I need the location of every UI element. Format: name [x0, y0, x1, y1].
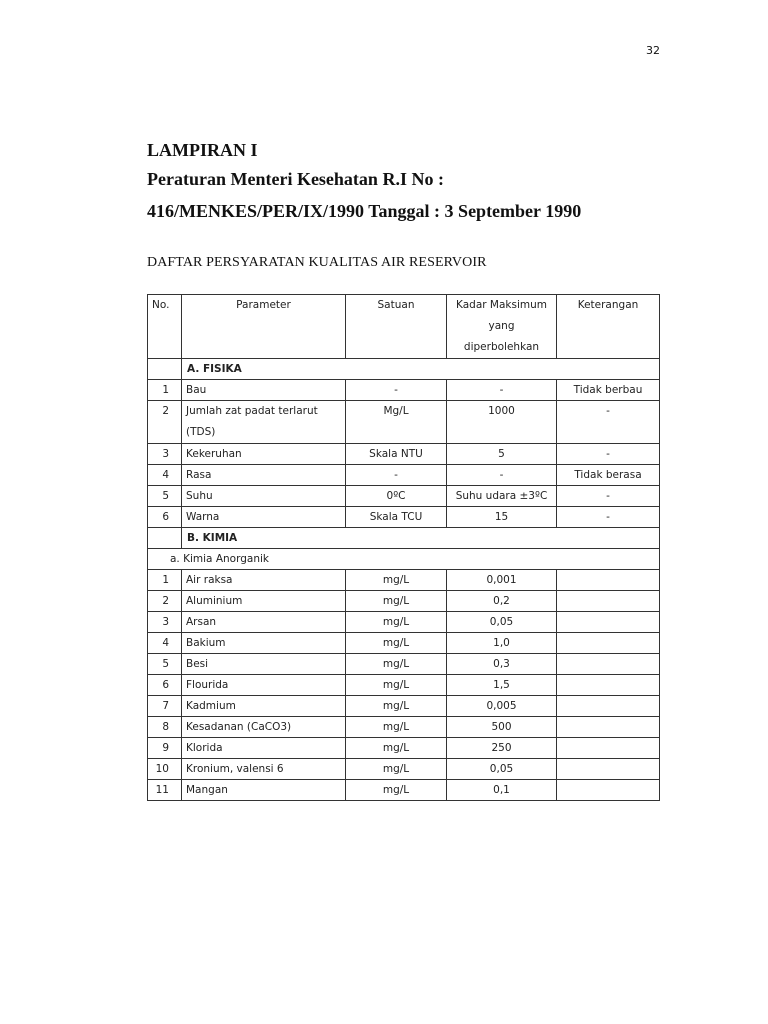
- row-keterangan: [557, 696, 660, 717]
- row-keterangan: -: [557, 401, 660, 444]
- subsection-anorganik-title: a. Kimia Anorganik: [148, 549, 660, 570]
- row-kadar: 250: [447, 738, 557, 759]
- row-parameter: Arsan: [182, 612, 346, 633]
- row-satuan: mg/L: [346, 738, 447, 759]
- table-row: [148, 696, 660, 717]
- row-parameter: Mangan: [182, 780, 346, 801]
- row-keterangan: -: [557, 507, 660, 528]
- row-satuan: mg/L: [346, 654, 447, 675]
- table-row: [148, 570, 660, 591]
- row-number: 8: [148, 717, 182, 738]
- row-parameter: Bakium: [182, 633, 346, 654]
- row-satuan: mg/L: [346, 633, 447, 654]
- subsection-anorganik-row: [148, 549, 660, 570]
- row-number: 7: [148, 696, 182, 717]
- row-number: 4: [148, 465, 182, 486]
- row-satuan: -: [346, 465, 447, 486]
- table-row: [148, 465, 660, 486]
- row-kadar: 0,2: [447, 591, 557, 612]
- row-keterangan: Tidak berasa: [557, 465, 660, 486]
- row-number: 1: [148, 570, 182, 591]
- row-keterangan: Tidak berbau: [557, 380, 660, 401]
- row-number: 10: [148, 759, 182, 780]
- row-number: 9: [148, 738, 182, 759]
- section-fisika-title: A. FISIKA: [182, 359, 660, 380]
- table-row: [148, 759, 660, 780]
- row-parameter: Flourida: [182, 675, 346, 696]
- row-keterangan: [557, 675, 660, 696]
- row-kadar: 5: [447, 444, 557, 465]
- header-keterangan: Keterangan: [557, 295, 660, 359]
- row-parameter: Kesadanan (CaCO3): [182, 717, 346, 738]
- row-keterangan: [557, 780, 660, 801]
- section-kimia-title: B. KIMIA: [182, 528, 660, 549]
- table-row: [148, 738, 660, 759]
- row-number: 3: [148, 444, 182, 465]
- row-satuan: -: [346, 380, 447, 401]
- row-number: 1: [148, 380, 182, 401]
- row-keterangan: [557, 717, 660, 738]
- row-satuan: mg/L: [346, 675, 447, 696]
- row-kadar: 1,0: [447, 633, 557, 654]
- row-number: 5: [148, 654, 182, 675]
- row-keterangan: [557, 759, 660, 780]
- row-parameter: Warna: [182, 507, 346, 528]
- table-row: [148, 486, 660, 507]
- page-number: 32: [646, 44, 660, 57]
- row-kadar: -: [447, 465, 557, 486]
- row-parameter: Besi: [182, 654, 346, 675]
- section-kimia-row: [148, 528, 660, 549]
- section-fisika-row: [148, 359, 660, 380]
- row-number: 2: [148, 591, 182, 612]
- document-heading: [147, 136, 667, 226]
- row-number: 6: [148, 507, 182, 528]
- row-keterangan: [557, 570, 660, 591]
- row-satuan: mg/L: [346, 696, 447, 717]
- row-parameter: Aluminium: [182, 591, 346, 612]
- regulation-number-date: 416/MENKES/PER/IX/1990 Tanggal : 3 September 1990: [147, 201, 582, 221]
- row-parameter: Suhu: [182, 486, 346, 507]
- row-kadar: 0,1: [447, 780, 557, 801]
- header-no: No.: [148, 295, 182, 359]
- row-keterangan: [557, 633, 660, 654]
- row-satuan: Mg/L: [346, 401, 447, 444]
- row-keterangan: [557, 738, 660, 759]
- row-parameter: Kronium, valensi 6: [182, 759, 346, 780]
- table-row: [148, 507, 660, 528]
- header-satuan: Satuan: [346, 295, 447, 359]
- table-row: [148, 780, 660, 801]
- row-keterangan: -: [557, 486, 660, 507]
- water-quality-table: [147, 294, 660, 801]
- table-row: [148, 380, 660, 401]
- row-kadar: -: [447, 380, 557, 401]
- table-header-row: [148, 295, 660, 359]
- table-row: [148, 654, 660, 675]
- header-kadar-maksimum: Kadar Maksimum yang diperbolehkan: [447, 295, 557, 359]
- row-satuan: mg/L: [346, 780, 447, 801]
- row-kadar: 0,05: [447, 612, 557, 633]
- row-number: 3: [148, 612, 182, 633]
- row-number: 6: [148, 675, 182, 696]
- row-kadar: 0,05: [447, 759, 557, 780]
- row-parameter: Jumlah zat padat terlarut (TDS): [182, 401, 346, 444]
- row-kadar: Suhu udara ±3ºC: [447, 486, 557, 507]
- row-keterangan: [557, 612, 660, 633]
- row-parameter: Klorida: [182, 738, 346, 759]
- section-spacer: [148, 528, 182, 549]
- appendix-title: LAMPIRAN I: [147, 140, 258, 160]
- row-kadar: 0,001: [447, 570, 557, 591]
- table-row: [148, 612, 660, 633]
- row-satuan: mg/L: [346, 570, 447, 591]
- table-row: [148, 633, 660, 654]
- row-parameter: Rasa: [182, 465, 346, 486]
- row-kadar: 1,5: [447, 675, 557, 696]
- table-row: [148, 401, 660, 444]
- row-kadar: 500: [447, 717, 557, 738]
- row-satuan: Skala NTU: [346, 444, 447, 465]
- table-row: [148, 591, 660, 612]
- row-keterangan: [557, 591, 660, 612]
- row-satuan: 0ºC: [346, 486, 447, 507]
- row-satuan: mg/L: [346, 717, 447, 738]
- table-row: [148, 444, 660, 465]
- row-satuan: Skala TCU: [346, 507, 447, 528]
- row-number: 5: [148, 486, 182, 507]
- regulation-title: Peraturan Menteri Kesehatan R.I No :: [147, 169, 444, 189]
- row-kadar: 0,3: [447, 654, 557, 675]
- row-kadar: 0,005: [447, 696, 557, 717]
- row-satuan: mg/L: [346, 612, 447, 633]
- row-kadar: 15: [447, 507, 557, 528]
- header-parameter: Parameter: [182, 295, 346, 359]
- row-number: 11: [148, 780, 182, 801]
- row-kadar: 1000: [447, 401, 557, 444]
- row-parameter: Kekeruhan: [182, 444, 346, 465]
- row-parameter: Bau: [182, 380, 346, 401]
- row-satuan: mg/L: [346, 759, 447, 780]
- table-title: DAFTAR PERSYARATAN KUALITAS AIR RESERVOIR: [147, 255, 487, 270]
- row-number: 2: [148, 401, 182, 444]
- row-parameter: Kadmium: [182, 696, 346, 717]
- table-row: [148, 675, 660, 696]
- row-number: 4: [148, 633, 182, 654]
- row-keterangan: -: [557, 444, 660, 465]
- table-row: [148, 717, 660, 738]
- row-parameter: Air raksa: [182, 570, 346, 591]
- row-satuan: mg/L: [346, 591, 447, 612]
- row-keterangan: [557, 654, 660, 675]
